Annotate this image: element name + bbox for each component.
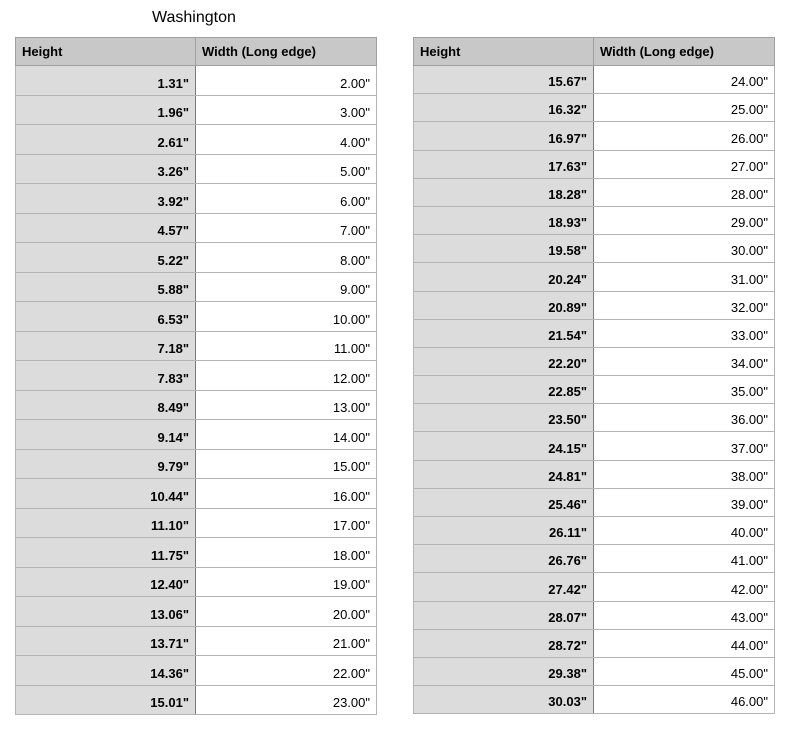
width-cell: 19.00": [196, 567, 377, 597]
table-row: [414, 657, 775, 685]
height-cell: 30.03": [414, 686, 594, 714]
height-cell: 9.14": [16, 420, 196, 450]
width-cell: 4.00": [196, 125, 377, 155]
width-cell: 33.00": [594, 319, 775, 347]
width-cell: 28.00": [594, 178, 775, 206]
height-cell: 6.53": [16, 302, 196, 332]
height-cell: 18.93": [414, 206, 594, 234]
height-cell: 12.40": [16, 567, 196, 597]
height-cell: 15.01": [16, 685, 196, 715]
width-header: Width (Long edge): [594, 38, 775, 66]
width-cell: 29.00": [594, 206, 775, 234]
width-cell: 9.00": [196, 272, 377, 302]
height-cell: 23.50": [414, 404, 594, 432]
height-cell: 19.58": [414, 235, 594, 263]
width-cell: 24.00": [594, 66, 775, 94]
height-cell: 11.75": [16, 538, 196, 568]
table-row: [16, 420, 377, 450]
width-cell: 39.00": [594, 488, 775, 516]
width-cell: 34.00": [594, 347, 775, 375]
width-cell: 41.00": [594, 545, 775, 573]
table-row: [16, 272, 377, 302]
width-cell: 7.00": [196, 213, 377, 243]
table-row: [16, 95, 377, 125]
height-cell: 7.83": [16, 361, 196, 391]
width-cell: 5.00": [196, 154, 377, 184]
width-cell: 6.00": [196, 184, 377, 214]
width-cell: 36.00": [594, 404, 775, 432]
width-cell: 2.00": [196, 66, 377, 96]
width-cell: 20.00": [196, 597, 377, 627]
height-cell: 22.20": [414, 347, 594, 375]
table-row: [414, 122, 775, 150]
width-cell: 8.00": [196, 243, 377, 273]
height-cell: 7.18": [16, 331, 196, 361]
height-cell: 13.06": [16, 597, 196, 627]
height-cell: 13.71": [16, 626, 196, 656]
header-row: [16, 38, 377, 66]
width-cell: 46.00": [594, 686, 775, 714]
table-row: [16, 685, 377, 715]
width-cell: 21.00": [196, 626, 377, 656]
height-cell: 27.42": [414, 573, 594, 601]
width-cell: 16.00": [196, 479, 377, 509]
height-cell: 25.46": [414, 488, 594, 516]
width-cell: 15.00": [196, 449, 377, 479]
table-row: [16, 508, 377, 538]
table-row: [414, 178, 775, 206]
width-cell: 32.00": [594, 291, 775, 319]
header-row: [414, 38, 775, 66]
table-row: [414, 291, 775, 319]
width-cell: 23.00": [196, 685, 377, 715]
table-row: [16, 449, 377, 479]
width-cell: 44.00": [594, 629, 775, 657]
table-row: [16, 331, 377, 361]
table-row: [414, 629, 775, 657]
table-row: [414, 432, 775, 460]
table-row: [16, 597, 377, 627]
width-cell: 10.00": [196, 302, 377, 332]
table-row: [414, 319, 775, 347]
width-cell: 18.00": [196, 538, 377, 568]
height-cell: 26.76": [414, 545, 594, 573]
width-cell: 45.00": [594, 657, 775, 685]
height-cell: 10.44": [16, 479, 196, 509]
table-row: [16, 125, 377, 155]
width-cell: 38.00": [594, 460, 775, 488]
height-cell: 8.49": [16, 390, 196, 420]
table-row: [16, 626, 377, 656]
table-row: [16, 538, 377, 568]
table-row: [414, 235, 775, 263]
height-cell: 1.31": [16, 66, 196, 96]
table-row: [16, 656, 377, 686]
height-cell: 1.96": [16, 95, 196, 125]
width-cell: 25.00": [594, 94, 775, 122]
width-cell: 37.00": [594, 432, 775, 460]
table-row: [414, 545, 775, 573]
width-cell: 30.00": [594, 235, 775, 263]
table-row: [16, 567, 377, 597]
table-row: [414, 347, 775, 375]
width-cell: 26.00": [594, 122, 775, 150]
height-cell: 18.28": [414, 178, 594, 206]
width-header: Width (Long edge): [196, 38, 377, 66]
width-cell: 3.00": [196, 95, 377, 125]
height-cell: 9.79": [16, 449, 196, 479]
width-cell: 13.00": [196, 390, 377, 420]
table-row: [414, 263, 775, 291]
height-header: Height: [16, 38, 196, 66]
width-cell: 11.00": [196, 331, 377, 361]
height-cell: 28.07": [414, 601, 594, 629]
height-cell: 20.24": [414, 263, 594, 291]
width-cell: 31.00": [594, 263, 775, 291]
width-cell: 12.00": [196, 361, 377, 391]
height-cell: 3.92": [16, 184, 196, 214]
table-row: [414, 601, 775, 629]
table-row: [16, 66, 377, 96]
height-cell: 20.89": [414, 291, 594, 319]
table-row: [414, 94, 775, 122]
height-cell: 14.36": [16, 656, 196, 686]
width-cell: 22.00": [196, 656, 377, 686]
table-row: [16, 361, 377, 391]
height-cell: 28.72": [414, 629, 594, 657]
height-cell: 5.22": [16, 243, 196, 273]
height-header: Height: [414, 38, 594, 66]
height-cell: 5.88": [16, 272, 196, 302]
height-cell: 22.85": [414, 376, 594, 404]
width-cell: 27.00": [594, 150, 775, 178]
table-row: [414, 517, 775, 545]
table-row: [414, 573, 775, 601]
page-title: Washington: [152, 9, 236, 26]
height-cell: 3.26": [16, 154, 196, 184]
size-table-right: [413, 37, 775, 714]
width-cell: 43.00": [594, 601, 775, 629]
height-cell: 16.32": [414, 94, 594, 122]
height-cell: 24.81": [414, 460, 594, 488]
size-table-left: [15, 37, 377, 715]
height-cell: 11.10": [16, 508, 196, 538]
table-row: [414, 686, 775, 714]
height-cell: 4.57": [16, 213, 196, 243]
height-cell: 29.38": [414, 657, 594, 685]
table-row: [414, 150, 775, 178]
table-row: [16, 154, 377, 184]
table-row: [16, 302, 377, 332]
table-row: [414, 66, 775, 94]
width-cell: 17.00": [196, 508, 377, 538]
width-cell: 42.00": [594, 573, 775, 601]
height-cell: 16.97": [414, 122, 594, 150]
width-cell: 14.00": [196, 420, 377, 450]
table-row: [16, 479, 377, 509]
height-cell: 2.61": [16, 125, 196, 155]
height-cell: 26.11": [414, 517, 594, 545]
width-cell: 40.00": [594, 517, 775, 545]
table-row: [16, 184, 377, 214]
height-cell: 17.63": [414, 150, 594, 178]
height-cell: 24.15": [414, 432, 594, 460]
table-row: [16, 243, 377, 273]
table-row: [414, 376, 775, 404]
table-row: [16, 213, 377, 243]
height-cell: 21.54": [414, 319, 594, 347]
table-row: [414, 460, 775, 488]
table-row: [414, 488, 775, 516]
width-cell: 35.00": [594, 376, 775, 404]
height-cell: 15.67": [414, 66, 594, 94]
table-row: [414, 206, 775, 234]
table-row: [16, 390, 377, 420]
table-row: [414, 404, 775, 432]
